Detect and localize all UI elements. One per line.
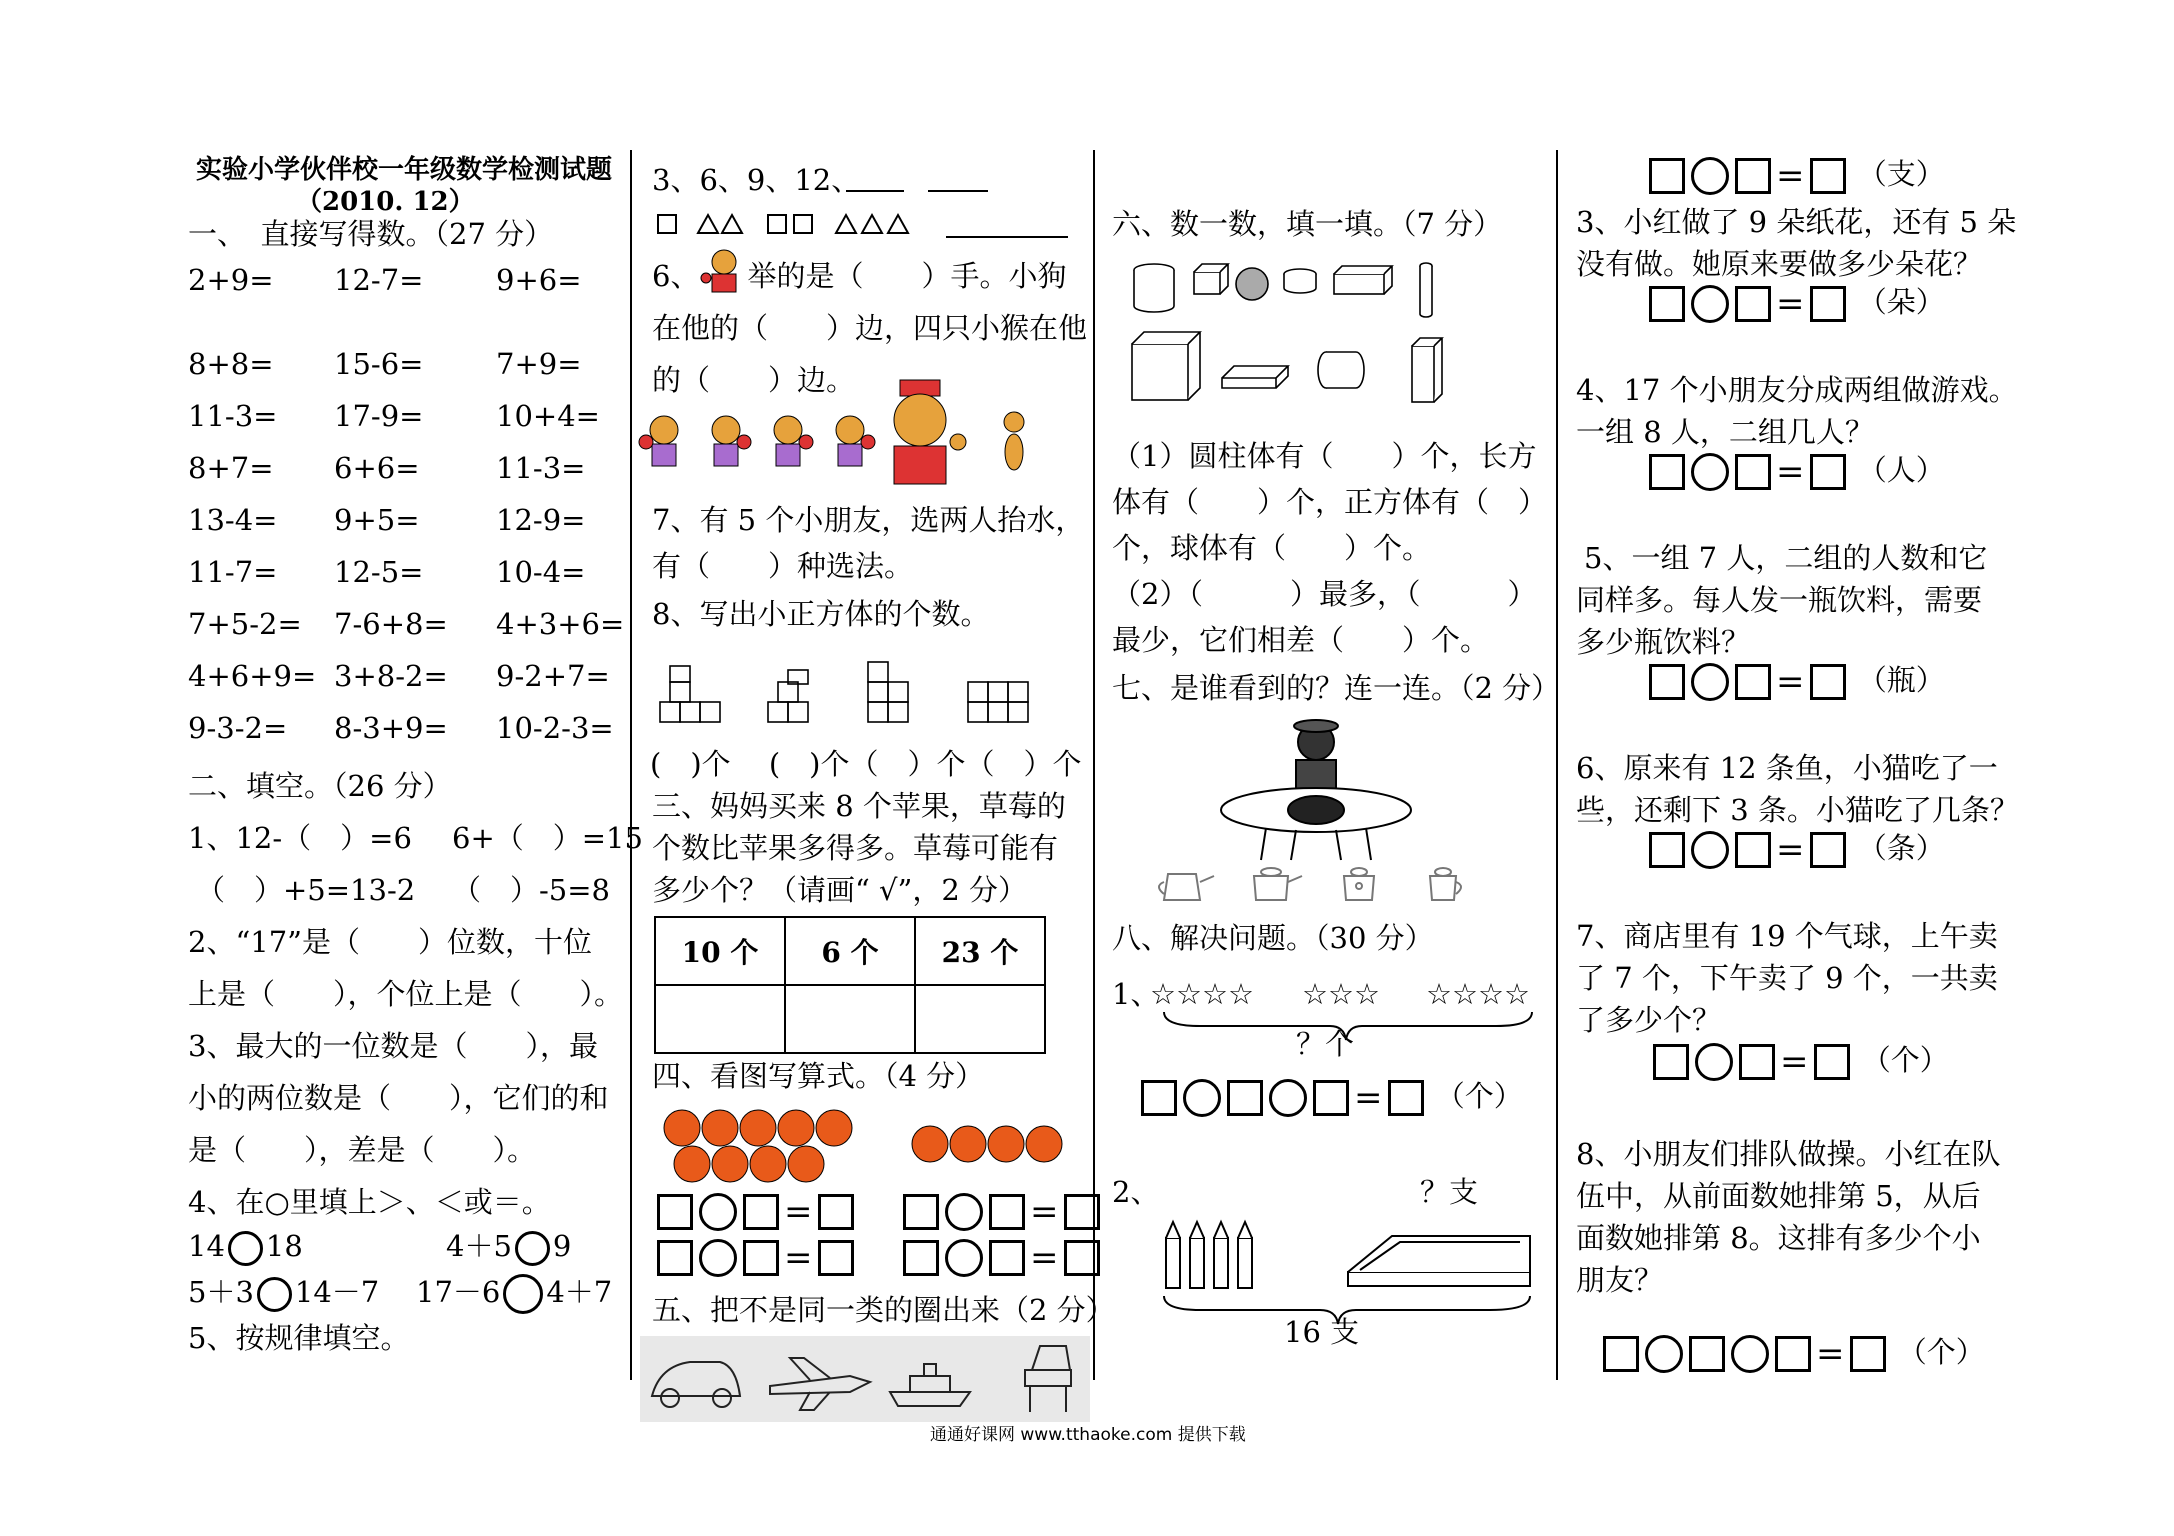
section-7-heading: 七、是谁看到的？连一连。（2 分） [1112, 671, 1561, 705]
equation-boxes: = （人） [1646, 452, 1945, 491]
column-divider [1556, 150, 1558, 1380]
p5-line-2: 同样多。每人发一瓶饮料，需要 [1576, 583, 1983, 617]
arithmetic-item: 12-9= [496, 503, 586, 537]
equation-boxes: = [900, 1192, 1103, 1231]
q1-line-3: 个，球体有（ ）个。 [1112, 531, 1432, 565]
compare-circle [503, 1274, 543, 1314]
arithmetic-item: 9+5= [334, 503, 420, 537]
arithmetic-item: 15-6= [334, 347, 424, 381]
equation-boxes: = （朵） [1646, 284, 1945, 323]
compare-circle [257, 1277, 292, 1312]
q2-line-1: （2）（ ）最多，（ ） [1112, 577, 1537, 611]
arithmetic-item: 8-3+9= [334, 711, 448, 745]
compare-right: 9 [552, 1229, 572, 1263]
compare-circle [515, 1231, 550, 1266]
compare-circle [228, 1231, 263, 1266]
p4-line-2: 一组 8 人，二组几人？ [1576, 415, 1874, 449]
arithmetic-item: 7-6+8= [334, 607, 448, 641]
q4-heading: 4、在○里填上＞、＜或＝。 [188, 1185, 551, 1219]
arithmetic-item: 7+9= [496, 347, 582, 381]
q7-line-2: 有（ ）种选法。 [652, 549, 914, 583]
equation-boxes: = （个） [1600, 1334, 1985, 1373]
section-1-heading: 一、 直接写得数。（27 分） [188, 217, 554, 251]
arithmetic-item: 3+8-2= [334, 659, 448, 693]
question-pencils: ？支 [1420, 1175, 1479, 1209]
equation-boxes: = （个） [1650, 1042, 1949, 1081]
q1-blank-d: （ ）-5=8 [452, 873, 610, 907]
page-title: 实验小学伙伴校一年级数学检测试题 [196, 155, 613, 185]
q7-line-1: 7、有 5 个小朋友，选两人抬水， [652, 503, 1085, 537]
q2-line-1: 2、“17”是（ ）位数，十位 [188, 925, 593, 959]
compare-row [446, 1228, 571, 1266]
cube-figures [656, 660, 1076, 740]
arithmetic-item: 13-4= [188, 503, 278, 537]
q1-blank-b: 6+（ ）=15 [452, 821, 643, 855]
q5-heading: 5、按规律填空。 [188, 1321, 410, 1355]
compare-row [188, 1228, 303, 1266]
q1-blank-c: （ ）+5=13-2 [196, 873, 416, 907]
compare-row [416, 1274, 612, 1314]
arithmetic-item: 9-3-2= [188, 711, 288, 745]
q1-blank-a: 1、12-（ ）=6 [188, 821, 412, 855]
choice-header: 23 个 [915, 917, 1045, 985]
unit-label: （个） [1861, 1043, 1949, 1077]
unit-label: （个） [1435, 1079, 1523, 1113]
arithmetic-item: 8+8= [188, 347, 274, 381]
arithmetic-item: 17-9= [334, 399, 424, 433]
section-3-line-1: 三、妈妈买来 8 个苹果，草莓的 [652, 789, 1066, 823]
section-8-heading: 八、解决问题。（30 分） [1112, 921, 1434, 955]
q6-line-3: 的（ ）边。 [652, 363, 856, 397]
p5-line-1: 5、一组 7 人，二组的人数和它 [1584, 541, 1988, 575]
answer-blank [928, 190, 988, 192]
compare-right: 18 [265, 1229, 303, 1263]
arithmetic-item: 11-7= [188, 555, 278, 589]
section-3-line-2: 个数比苹果多得多。草莓可能有 [652, 831, 1059, 865]
arithmetic-item: 10-2-3= [496, 711, 614, 745]
p1-number: 1、 [1112, 977, 1160, 1011]
q6-number: 6、 [652, 259, 700, 293]
p7-line-2: 了 7 个，下午卖了 9 个，一共卖 [1576, 961, 1998, 995]
p6-line-1: 6、原来有 12 条鱼，小猫吃了一 [1576, 751, 1998, 785]
p7-line-1: 7、商店里有 19 个气球，上午卖 [1576, 919, 1998, 953]
objects-illustration [640, 1336, 1090, 1422]
arithmetic-item: 12-7= [334, 263, 424, 297]
unit-label: （个） [1897, 1335, 1985, 1369]
monkey-icon [700, 248, 750, 298]
choice-table [654, 916, 1046, 1054]
shape-pattern [656, 210, 1076, 240]
choice-header: 6 个 [785, 917, 915, 985]
choice-header: 10 个 [655, 917, 785, 985]
unit-label: （朵） [1857, 285, 1945, 319]
exam-date: （2010. 12） [296, 187, 475, 217]
compare-left: 4＋5 [446, 1229, 512, 1263]
arithmetic-item: 11-3= [496, 451, 586, 485]
equation-boxes: = [900, 1238, 1103, 1277]
q2-line-2: 最少，它们相差（ ）个。 [1112, 623, 1490, 657]
solid-shapes [1130, 262, 1490, 412]
compare-left: 17－6 [416, 1275, 501, 1309]
total-pencils: 16 支 [1284, 1315, 1360, 1349]
unit-label: （条） [1857, 831, 1945, 865]
equation-boxes: = （个） [1138, 1078, 1523, 1117]
equation-boxes: = [654, 1238, 857, 1277]
section-4-heading: 四、看图写算式。（4 分） [652, 1059, 985, 1093]
p8-line-3: 面数她排第 8。这排有多少个小 [1576, 1221, 1981, 1255]
footer-credit: 通通好课网 www.tthaoke.com 提供下载 [930, 1425, 1246, 1445]
equation-boxes: = （支） [1646, 156, 1945, 195]
q1-line-1: （1）圆柱体有（ ）个，长方 [1112, 439, 1537, 473]
arithmetic-item: 6+6= [334, 451, 420, 485]
p5-line-3: 多少瓶饮料？ [1576, 625, 1751, 659]
q3-line-3: 是（ ），差是（ ）。 [188, 1133, 537, 1167]
p8-line-2: 伍中，从前面数她排第 5，从后 [1576, 1179, 1981, 1213]
p7-line-3: 了多少个？ [1576, 1003, 1722, 1037]
q3-line-1: 3、最大的一位数是（ ），最 [188, 1029, 598, 1063]
arithmetic-item: 4+6+9= [188, 659, 317, 693]
p4-line-1: 4、17 个小朋友分成两组做游戏。 [1576, 373, 2018, 407]
equation-boxes: = （瓶） [1646, 662, 1945, 701]
compare-left: 14 [188, 1229, 225, 1263]
unit-label: （瓶） [1857, 663, 1945, 697]
answer-blank [846, 190, 904, 192]
equation-boxes: = （条） [1646, 830, 1945, 869]
q6-line-2: 在他的（ ）边，四只小猴在他 [652, 311, 1088, 345]
q8-heading: 8、写出小正方体的个数。 [652, 597, 990, 631]
q2-line-2: 上是（ ），个位上是（ ）。 [188, 977, 624, 1011]
q6-text: 举的是（ ）手。小狗 [747, 259, 1067, 293]
arithmetic-item: 10-4= [496, 555, 586, 589]
unit-label: （人） [1857, 453, 1945, 487]
arithmetic-item: 11-3= [188, 399, 278, 433]
compare-row [188, 1274, 379, 1312]
compare-right: 4＋7 [546, 1275, 613, 1309]
p2-number: 2、 [1112, 1175, 1160, 1209]
compare-left: 5＋3 [188, 1275, 254, 1309]
arithmetic-item: 4+3+6= [496, 607, 625, 641]
p6-line-2: 些，还剩下 3 条。小猫吃了几条？ [1576, 793, 2019, 827]
teapot-views [1150, 862, 1490, 908]
monkeys-illustration [640, 380, 1040, 490]
p8-line-4: 朋友？ [1576, 1263, 1664, 1297]
section-6-heading: 六、数一数，填一填。（7 分） [1112, 207, 1503, 241]
arithmetic-item: 2+9= [188, 263, 274, 297]
section-3-line-3: 多少个？（请画“ √”，2 分） [652, 873, 1028, 907]
stars-group-c: ☆☆☆☆ [1426, 977, 1530, 1011]
arithmetic-item: 10+4= [496, 399, 600, 433]
arithmetic-item: 9+6= [496, 263, 582, 297]
arithmetic-item: 12-5= [334, 555, 424, 589]
stars-group-a: ☆☆☆☆ [1150, 977, 1254, 1011]
q8-answers: ( )个 ( )个（ ）个（ ）个 [650, 747, 1082, 781]
stars-group-b: ☆☆☆ [1302, 977, 1380, 1011]
apples-illustration [658, 1106, 1078, 1196]
compare-right: 14－7 [294, 1275, 380, 1309]
choice-cell[interactable] [785, 985, 915, 1053]
question-count: ？个 [1296, 1027, 1355, 1061]
sequence-question [652, 162, 860, 198]
p8-line-1: 8、小朋友们排队做操。小红在队 [1576, 1137, 2001, 1171]
arithmetic-item: 7+5-2= [188, 607, 302, 641]
p3-line-2: 没有做。她原来要做多少朵花？ [1576, 247, 1983, 281]
column-divider [630, 150, 632, 1380]
q1-line-2: 体有（ ）个，正方体有（ ） [1112, 485, 1548, 519]
equation-boxes: = [654, 1192, 857, 1231]
section-5-heading: 五、把不是同一类的圈出来（2 分） [652, 1293, 1115, 1327]
p3-line-1: 3、小红做了 9 朵纸花，还有 5 朵 [1576, 205, 2017, 239]
choice-cell[interactable] [655, 985, 785, 1053]
unit-label: （支） [1857, 157, 1945, 191]
arithmetic-item: 8+7= [188, 451, 274, 485]
choice-cell[interactable] [915, 985, 1045, 1053]
sequence-text: 3、6、9、12、 [652, 163, 861, 197]
q3-line-2: 小的两位数是（ ），它们的和 [188, 1081, 609, 1115]
section-2-heading: 二、填空。（26 分） [188, 769, 452, 803]
arithmetic-item: 9-2+7= [496, 659, 610, 693]
